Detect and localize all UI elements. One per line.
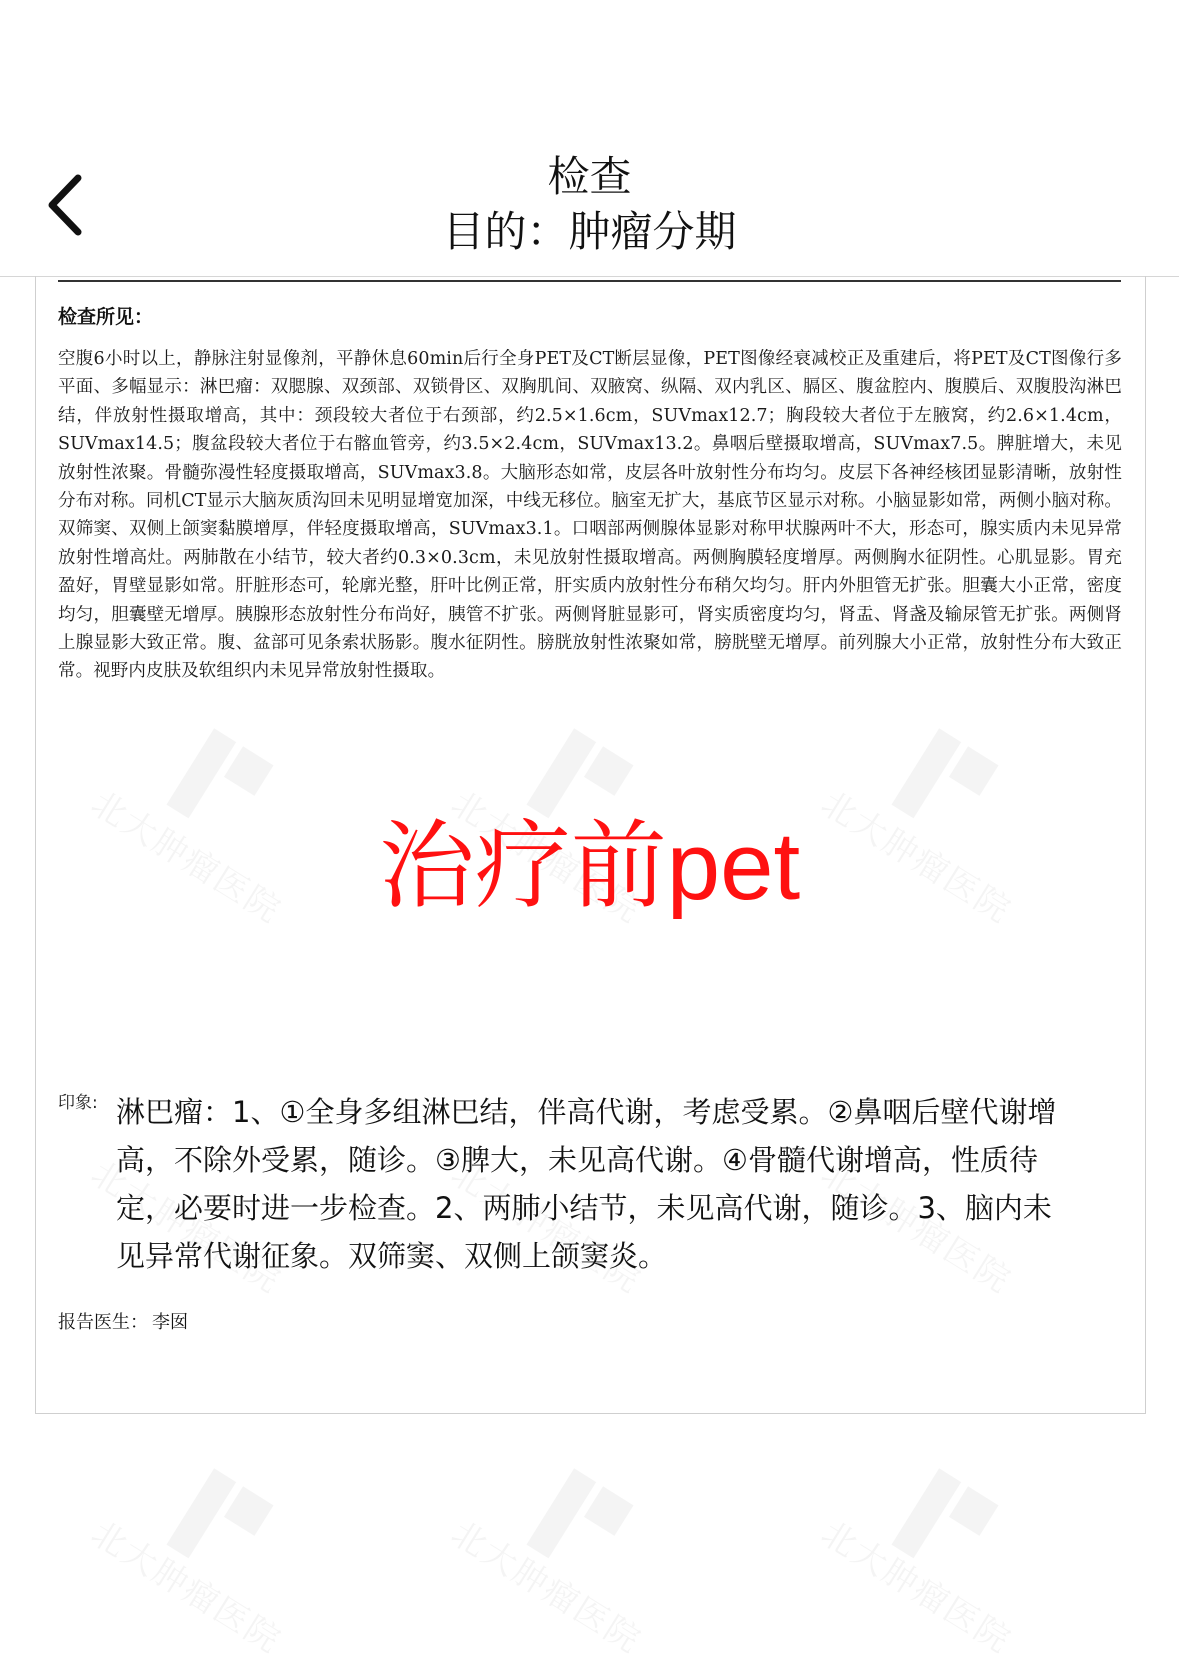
impression-text: 淋巴瘤：1、①全身多组淋巴结，伴高代谢，考虑受累。②鼻咽后壁代谢增高，不除外受累，随诊。③脾大，未见高代谢。④骨髓代谢增高，性质待定，必要时进一步检查。2、两肺小结节，未见高代谢，随诊。3、脑内未见异常代谢征象。双筛窦、双侧上颌窦炎。 (116, 1095, 1057, 1273)
header-bar (0, 0, 1179, 277)
report-doctor (58, 1308, 192, 1334)
page-title: 检查 (547, 152, 632, 201)
watermark-text (83, 1506, 292, 1662)
watermark-logo-icon (166, 1468, 273, 1581)
doctor-name: 李囡 (152, 1312, 188, 1333)
watermark-text (443, 1506, 652, 1662)
divider (58, 280, 1121, 282)
impression-label: 印象: (58, 1093, 98, 1113)
findings-label: 检查所见： (58, 306, 154, 328)
watermark-logo-icon (891, 1468, 998, 1581)
findings-text: 空腹6小时以上，静脉注射显像剂，平静休息60min后行全身PET及CT断层显像，PET图像经衰减校正及重建后，将PET及CT图像行多平面、多幅显示：淋巴瘤：双腮腺、双颈部、双锁骨区、双胸肌间、双腋窝、纵隔、双内乳区、膈区、腹盆腔内、腹膜后、双腹股沟淋巴结，伴放射性摄取增高，其中：颈段较大者位于右颈部，约2.5×1.6cm，SUVmax12.7；胸段较大者位于左腋窝，约2.6×1.4cm，SUVmax14.5；腹盆段较大者位于右髂血管旁，约3.5×2.4cm，SUVmax13.2。鼻咽后壁摄取增高，SUVmax7.5。脾脏增大，未见放射性浓聚。骨髓弥漫性轻度摄取增高，SUVmax3.8。大脑形态如常，皮层各叶放射性分布均匀。皮层下各神经核团显影清晰，放射性分布对称。同机CT显示大脑灰质沟回未见明显增宽加深，中线无移位。脑室无扩大，基底节区显示对称。小脑显影如常，两侧小脑对称。双筛窦、双侧上颌窦黏膜增厚，伴轻度摄取增高，SUVmax3.1。口咽部两侧腺体显影对称甲状腺两叶不大，形态可，腺实质内未见异常放射性增高灶。两肺散在小结节，较大者约0.3×0.3cm，未见放射性摄取增高。两侧胸膜轻度增厚。两侧胸水征阴性。心肌显影。胃充盈好，胃壁显影如常。肝脏形态可，轮廓光整，肝叶比例正常，肝实质内放射性分布稍欠均匀。肝内外胆管无扩张。胆囊大小正常，密度均匀，胆囊壁无增厚。胰腺形态放射性分布尚好，胰管不扩张。两侧肾脏显影可，肾实质密度均匀，肾盂、肾盏及输尿管无扩张。两侧肾上腺显影大致正常。腹、盆部可见条索状肠影。腹水征阴性。膀胱放射性浓聚如常，膀胱壁无增厚。前列腺大小正常，放射性分布大致正常。视野内皮肤及软组织内未见异常放射性摄取。 (58, 349, 1122, 682)
doctor-label: 报告医生： (58, 1312, 148, 1333)
annotation-overlay: 治疗前pet (378, 813, 801, 920)
title-block (0, 150, 1179, 260)
watermark-logo-icon (526, 1468, 633, 1581)
page-subtitle: 目的：肿瘤分期 (442, 207, 737, 256)
watermark-text (813, 1506, 1022, 1662)
